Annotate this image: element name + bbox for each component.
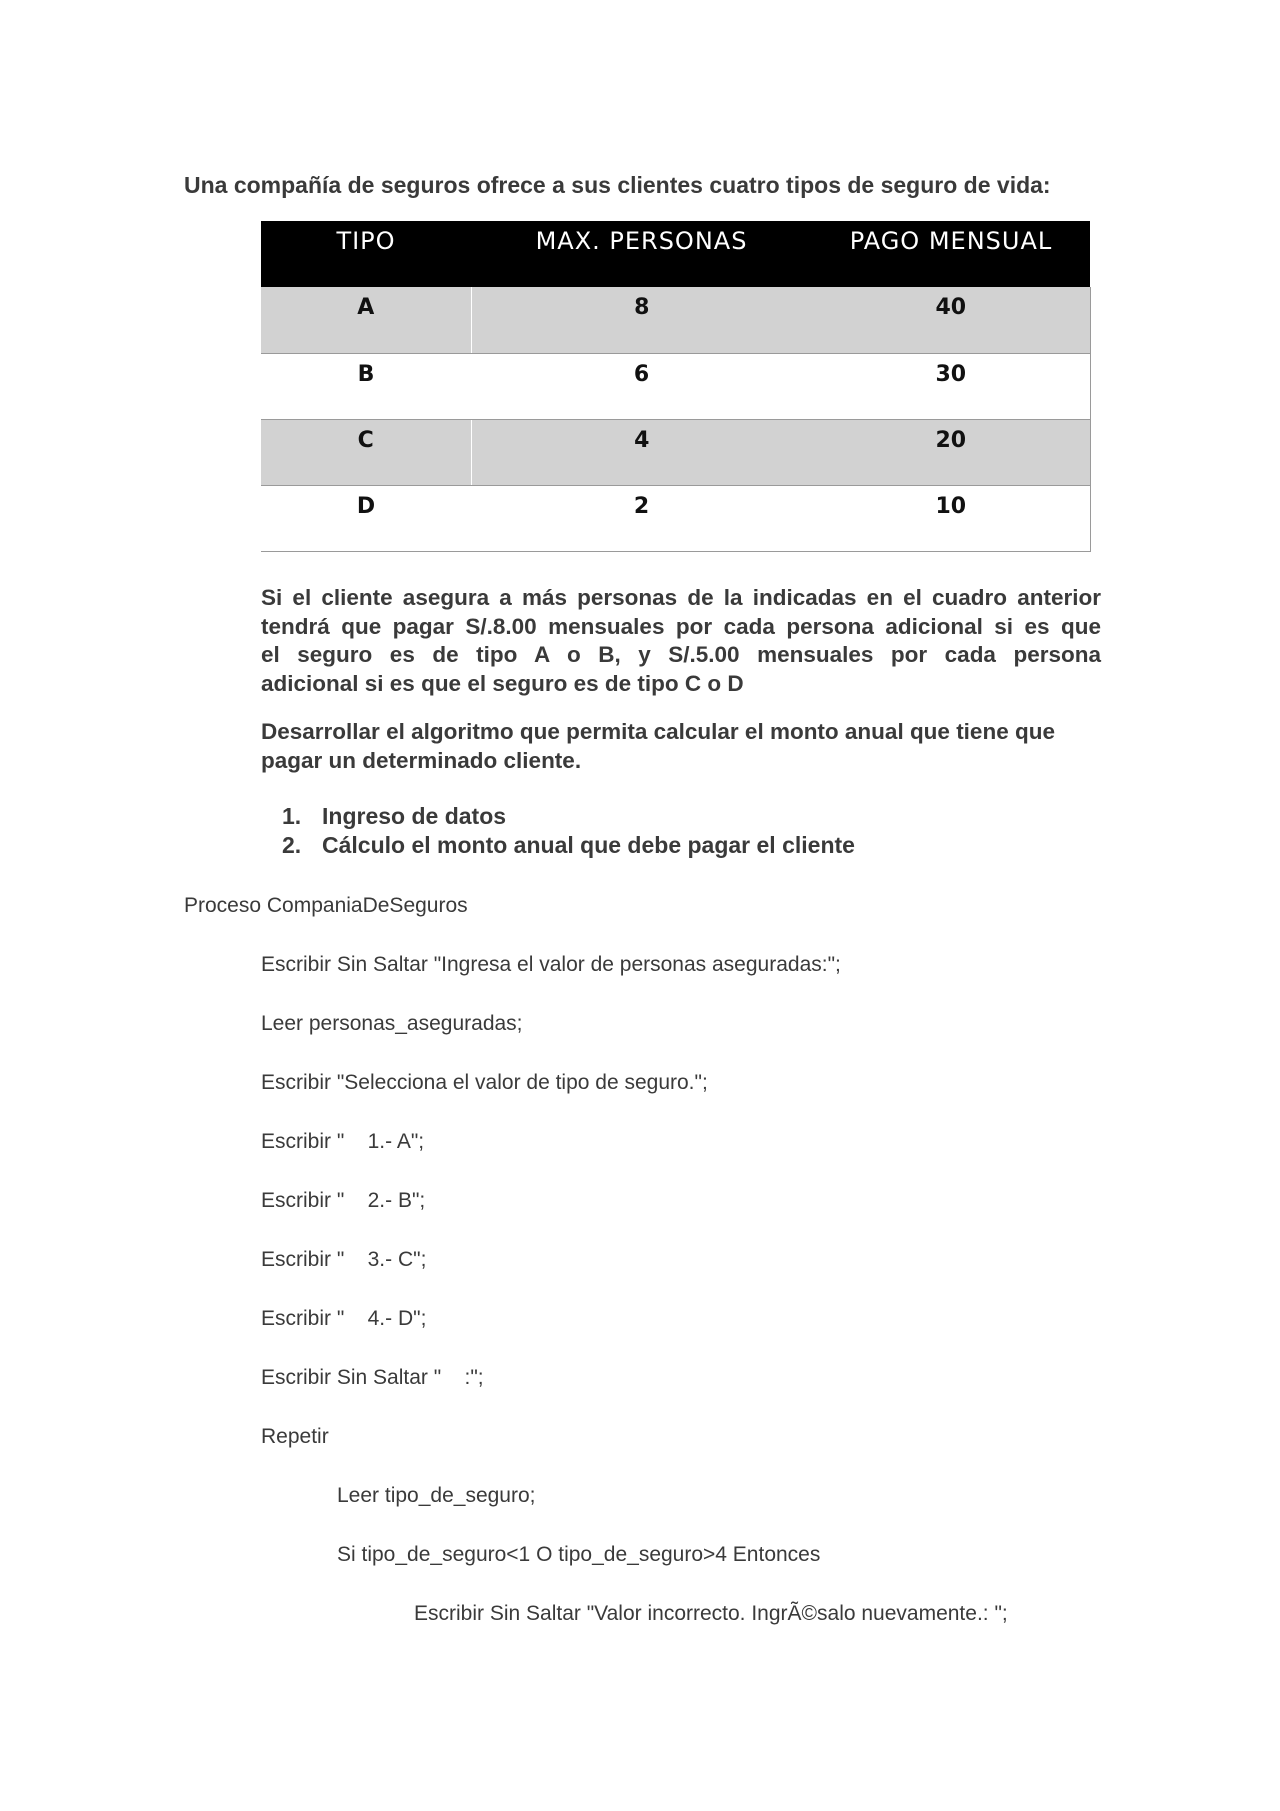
- cell-tipo: A: [261, 287, 471, 353]
- cell-max-personas: 4: [471, 419, 812, 485]
- code-line: Leer tipo_de_seguro;: [337, 1484, 536, 1507]
- list-text: Ingreso de datos: [322, 803, 507, 829]
- header-max-personas: MAX. PERSONAS: [471, 221, 812, 287]
- code-line: Escribir " 1.- A";: [261, 1130, 425, 1153]
- cell-pago-mensual: 30: [812, 353, 1090, 419]
- code-line: Escribir " 2.- B";: [261, 1189, 426, 1212]
- table-row: [261, 485, 1090, 551]
- list-number: 2.: [282, 831, 302, 858]
- table-row: [261, 419, 1090, 485]
- intro-heading: Una compañía de seguros ofrece a sus clientes cuatro tipos de seguro de vida:: [184, 172, 1051, 198]
- cell-tipo: D: [261, 485, 471, 551]
- table-row: [261, 287, 1090, 353]
- header-pago-mensual: PAGO MENSUAL: [812, 221, 1090, 287]
- paragraph-line: tendrá que pagar S/.8.00 mensuales por cada persona adicional si es que: [261, 613, 1101, 639]
- task-paragraph: [261, 718, 1101, 775]
- list-number: 1.: [282, 803, 302, 829]
- table-row: [261, 353, 1090, 419]
- code-line: Si tipo_de_seguro<1 O tipo_de_seguro>4 Entonces: [337, 1543, 821, 1566]
- cell-tipo: B: [261, 353, 471, 419]
- cell-max-personas: 2: [471, 485, 812, 551]
- paragraph-line: el seguro es de tipo A o B, y S/.5.00 mensuales por cada persona: [261, 642, 1101, 667]
- insurance-table: [261, 221, 1091, 552]
- code-line: Proceso CompaniaDeSeguros: [184, 894, 468, 917]
- paragraph-line: adicional si es que el seguro es de tipo C o D: [261, 670, 744, 696]
- table-header-row: [261, 221, 1090, 287]
- cell-max-personas: 6: [471, 353, 812, 419]
- list-item: [282, 802, 855, 831]
- steps-list: [282, 802, 855, 859]
- code-line: Repetir: [261, 1425, 329, 1448]
- code-line: Escribir " 4.- D";: [261, 1307, 427, 1330]
- cell-pago-mensual: 20: [812, 419, 1090, 485]
- list-text: Cálculo el monto anual que debe pagar el cliente: [322, 831, 855, 858]
- cell-tipo: C: [261, 419, 471, 485]
- code-line: Escribir Sin Saltar "Valor incorrecto. IngrÃ©salo nuevamente.: ";: [414, 1602, 1008, 1625]
- cell-pago-mensual: 40: [812, 287, 1090, 353]
- paragraph-line: Si el cliente asegura a más personas de la indicadas en el cuadro anterior: [261, 585, 1101, 610]
- code-line: Escribir Sin Saltar "Ingresa el valor de personas aseguradas:";: [261, 953, 841, 976]
- header-tipo: TIPO: [261, 221, 471, 287]
- code-line: Leer personas_aseguradas;: [261, 1012, 523, 1035]
- paragraph-line: pagar un determinado cliente.: [261, 747, 582, 773]
- code-line: Escribir " 3.- C";: [261, 1248, 427, 1271]
- code-line: Escribir "Selecciona el valor de tipo de seguro.";: [261, 1071, 708, 1094]
- cell-max-personas: 8: [471, 287, 812, 353]
- code-line: Escribir Sin Saltar " :";: [261, 1366, 484, 1389]
- surcharge-paragraph: [261, 584, 1101, 698]
- cell-pago-mensual: 10: [812, 485, 1090, 551]
- list-item: [282, 831, 855, 860]
- paragraph-line: Desarrollar el algoritmo que permita calcular el monto anual que tiene que: [261, 719, 1055, 744]
